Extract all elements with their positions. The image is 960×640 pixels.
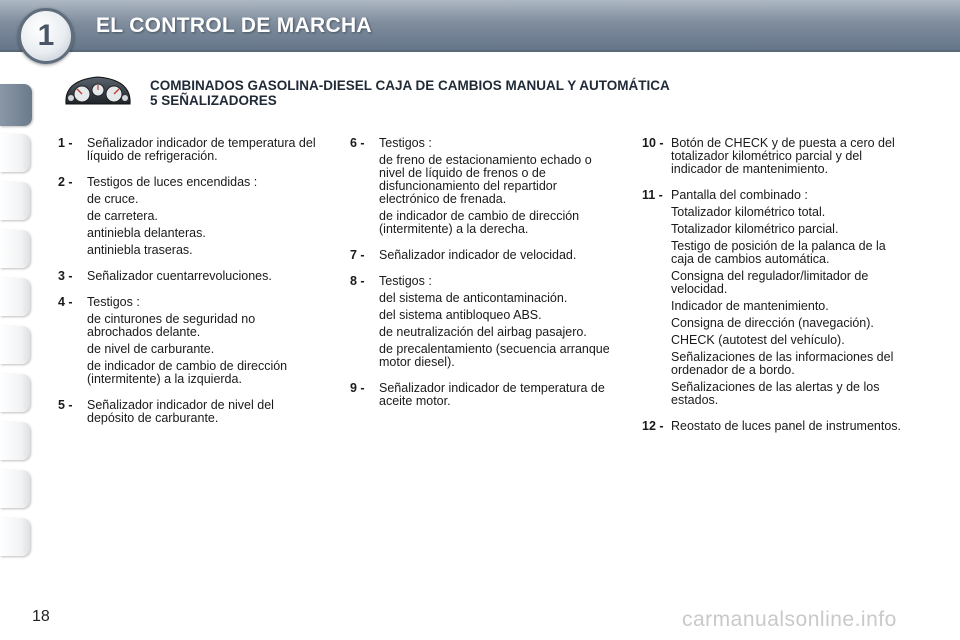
legend-subitem: de nivel de carburante. (87, 342, 215, 356)
legend-item-text: Señalizador indicador de temperatura de aceite motor. (379, 381, 605, 408)
legend-subitem: Señalizaciones de las alertas y de los estados. (671, 380, 880, 407)
instrument-cluster-icon (62, 74, 134, 108)
legend-item-body (87, 176, 322, 257)
legend-subitem: CHECK (autotest del vehículo). (671, 333, 845, 347)
legend-item-body (87, 296, 322, 386)
legend-item-text: Señalizador indicador de velocidad. (379, 248, 577, 262)
legend-item (58, 270, 322, 283)
legend-subitem: de indicador de cambio de dirección (intermitente) a la derecha. (379, 209, 580, 236)
legend-item-body (379, 137, 614, 236)
legend-item-number: 4 - (58, 295, 73, 309)
chapter-tab-6[interactable] (0, 326, 30, 364)
chapter-tab-1[interactable] (0, 84, 32, 126)
legend-item (642, 137, 910, 176)
legend-item-body (87, 137, 322, 163)
legend-subitem: Totalizador kilométrico total. (671, 205, 826, 219)
legend-subitem: Consigna del regulador/limitador de velocidad. (671, 269, 869, 296)
legend-column-1 (58, 137, 322, 438)
legend-item (350, 275, 614, 369)
legend-subitem: de precalentamiento (secuencia arranque motor diesel). (379, 342, 610, 369)
legend-item-body (379, 249, 614, 262)
legend-item-text: Señalizador indicador de temperatura del líquido de refrigeración. (87, 136, 316, 163)
legend-column-2 (350, 137, 614, 421)
chapter-header (0, 0, 960, 52)
legend-subitem: de freno de estacionamiento echado o nivel de líquido de frenos o de disfuncionamiento del repartidor electrónico de frenada. (379, 153, 592, 206)
page-number: 18 (32, 608, 50, 625)
legend-subitem: de neutralización del airbag pasajero. (379, 325, 587, 339)
section-title-line-1: COMBINADOS GASOLINA-DIESEL CAJA DE CAMBIOS MANUAL Y AUTOMÁTICA (150, 78, 670, 93)
legend-subitem: antiniebla traseras. (87, 243, 193, 257)
legend-item-body (671, 189, 910, 407)
legend-item-body (671, 137, 910, 176)
legend-subitem: de cinturones de seguridad no abrochados delante. (87, 312, 256, 339)
legend-item (58, 399, 322, 425)
legend-item-text: Testigos : (87, 295, 140, 309)
legend-item (58, 176, 322, 257)
legend-item-text: Testigos : (379, 274, 432, 288)
legend-subitem: Indicador de mantenimiento. (671, 299, 829, 313)
legend-item-body (87, 270, 322, 283)
legend-item-body (671, 420, 910, 433)
legend-item-number: 5 - (58, 398, 73, 412)
legend-item-body (379, 382, 614, 408)
legend-subitem: Testigo de posición de la palanca de la caja de cambios automática. (671, 239, 886, 266)
legend-item-text: Testigos de luces encendidas : (87, 175, 258, 189)
legend-item-number: 3 - (58, 269, 73, 283)
chapter-tab-7[interactable] (0, 374, 30, 412)
legend-subitem: Consigna de dirección (navegación). (671, 316, 874, 330)
legend-subitem: de cruce. (87, 192, 139, 206)
legend-item-text: Reostato de luces panel de instrumentos. (671, 419, 901, 433)
legend-item-number: 6 - (350, 136, 365, 150)
chapter-number-badge: 1 (18, 8, 74, 64)
legend-item (58, 296, 322, 386)
legend-item-number: 9 - (350, 381, 365, 395)
section-title-line-2: 5 SEÑALIZADORES (150, 93, 277, 108)
legend-item (642, 189, 910, 407)
legend-item (350, 137, 614, 236)
chapter-tab-2[interactable] (0, 134, 30, 172)
legend-item-body (379, 275, 614, 369)
legend-item (350, 382, 614, 408)
chapter-tab-5[interactable] (0, 278, 30, 316)
legend-subitem: del sistema de anticontaminación. (379, 291, 568, 305)
legend-item-number: 1 - (58, 136, 73, 150)
legend-item-text: Botón de CHECK y de puesta a cero del totalizador kilométrico parcial y del indicador de mantenimiento. (671, 136, 895, 176)
legend-item-number: 10 - (642, 136, 664, 150)
chapter-tab-8[interactable] (0, 422, 30, 460)
legend-item-text: Señalizador indicador de nivel del depósito de carburante. (87, 398, 274, 425)
legend-subitem: Totalizador kilométrico parcial. (671, 222, 839, 236)
chapter-title: EL CONTROL DE MARCHA (96, 14, 372, 37)
chapter-tab-10[interactable] (0, 518, 30, 556)
legend-item-text: Pantalla del combinado : (671, 188, 808, 202)
legend-item-number: 12 - (642, 419, 664, 433)
section-title (150, 78, 670, 108)
chapter-tab-4[interactable] (0, 230, 30, 268)
legend-item-number: 7 - (350, 248, 365, 262)
watermark: carmanualsonline.info (682, 608, 897, 631)
legend-item-number: 8 - (350, 274, 365, 288)
legend-column-3 (642, 137, 910, 446)
legend-item (642, 420, 910, 433)
legend-subitem: de indicador de cambio de dirección (intermitente) a la izquierda. (87, 359, 288, 386)
legend-item (58, 137, 322, 163)
legend-subitem: Señalizaciones de las informaciones del ordenador de a bordo. (671, 350, 894, 377)
legend-item-text: Testigos : (379, 136, 432, 150)
legend-subitem: antiniebla delanteras. (87, 226, 206, 240)
legend-item (350, 249, 614, 262)
chapter-tab-9[interactable] (0, 470, 30, 508)
legend-item-number: 2 - (58, 175, 73, 189)
chapter-tab-3[interactable] (0, 182, 30, 220)
legend-item-number: 11 - (642, 188, 663, 202)
chapter-tabs (0, 62, 34, 574)
legend-subitem: de carretera. (87, 209, 158, 223)
legend-item-body (87, 399, 322, 425)
legend-subitem: del sistema antibloqueo ABS. (379, 308, 542, 322)
legend-item-text: Señalizador cuentarrevoluciones. (87, 269, 272, 283)
